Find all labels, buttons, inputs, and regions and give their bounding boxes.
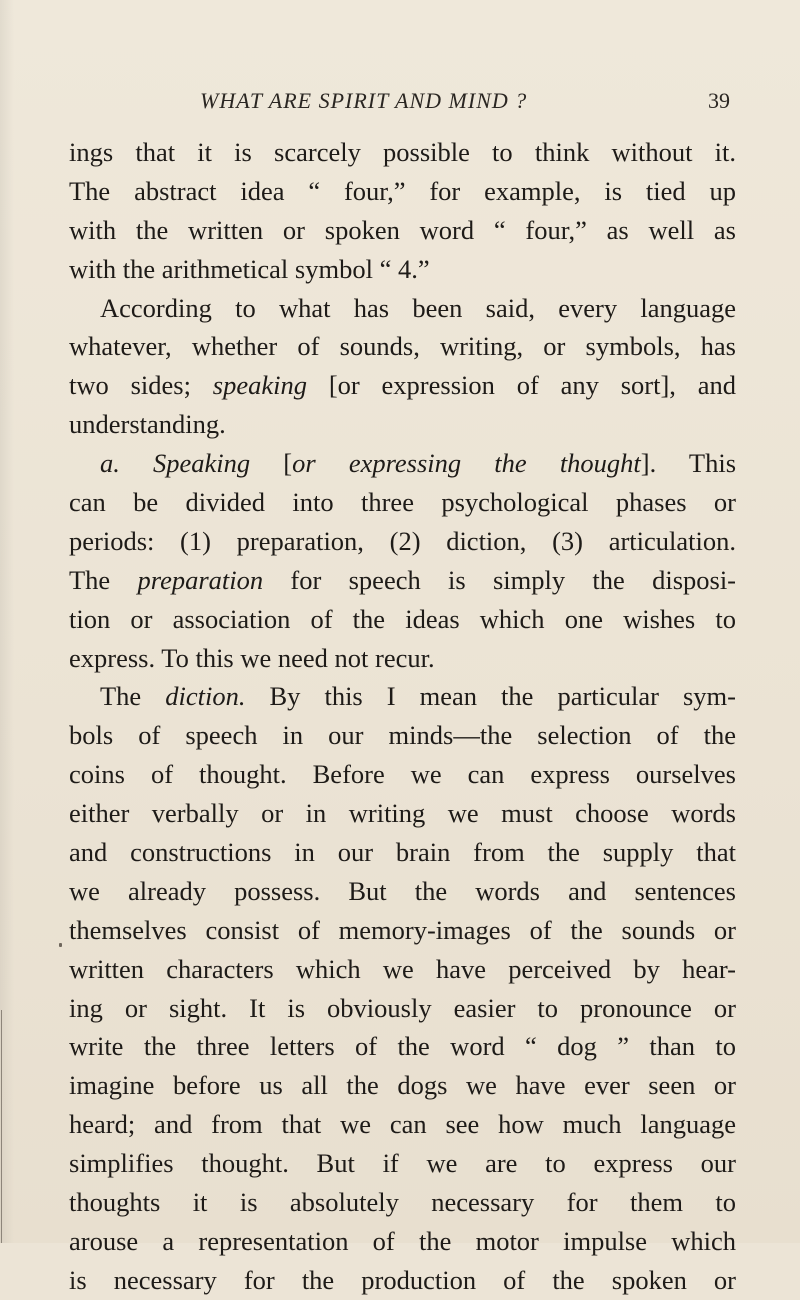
text-run: express. To this we need not recur. — [69, 642, 435, 673]
italic-text: a. — [100, 448, 120, 479]
text-line — [69, 1066, 736, 1105]
text-line — [69, 833, 736, 872]
text-run: thoughts it is absolutely necessary for them to — [69, 1187, 736, 1218]
text-line — [69, 639, 736, 678]
text-line — [69, 366, 736, 405]
text-line — [69, 133, 736, 172]
text-run: According to what has been said, every language — [100, 292, 736, 323]
text-line — [69, 561, 736, 600]
text-run: bols of speech in our minds—the selection of the — [69, 720, 736, 751]
text-line — [69, 172, 736, 211]
text-run: The — [69, 564, 138, 595]
text-line — [69, 911, 736, 950]
text-run: [ — [250, 448, 293, 479]
text-run: The abstract idea “ four,” for example, is tied up — [69, 175, 736, 206]
italic-text: or expressing the thought — [292, 448, 641, 479]
text-line — [69, 716, 736, 755]
text-run: can be divided into three psychological phases or — [69, 487, 736, 518]
page-number: 39 — [708, 88, 730, 113]
text-run: ]. This — [640, 448, 737, 479]
text-run — [120, 448, 153, 478]
text-line — [69, 327, 736, 366]
text-line — [69, 1222, 736, 1261]
text-line — [69, 405, 736, 444]
page-gutter-shadow — [0, 0, 14, 1243]
pencil-mark — [59, 943, 62, 947]
text-line — [69, 1144, 736, 1183]
text-line — [69, 794, 736, 833]
margin-rule — [1, 1010, 2, 1243]
text-run: written characters which we have perceived by hear- — [69, 953, 736, 984]
text-line — [69, 1027, 736, 1066]
text-run: with the written or spoken word “ four,” as well as — [69, 214, 736, 245]
running-title: WHAT ARE SPIRIT AND MIND ? — [200, 88, 528, 113]
text-run: ing or sight. It is obviously easier to pronounce or — [69, 992, 736, 1023]
text-line — [69, 483, 736, 522]
text-line — [69, 755, 736, 794]
text-line — [69, 250, 736, 289]
italic-text: diction. — [165, 681, 246, 712]
text-line — [69, 211, 736, 250]
text-run: we already possess. But the words and sentences — [69, 875, 736, 906]
text-run: [or expression of any sort], and — [306, 370, 736, 401]
text-run: understanding. — [69, 409, 226, 440]
text-run: themselves consist of memory-images of the sounds or — [69, 914, 736, 945]
body-text — [69, 133, 736, 1300]
text-run: imagine before us all the dogs we have ever seen or — [69, 1070, 736, 1101]
text-run: coins of thought. Before we can express ourselves — [69, 759, 736, 790]
text-run: for speech is simply the disposi- — [263, 564, 737, 595]
text-line — [69, 289, 736, 328]
text-line — [69, 444, 736, 483]
text-run: periods: (1) preparation, (2) diction, (3) articulation. — [69, 525, 736, 556]
text-run: with the arithmetical symbol “ 4.” — [69, 253, 430, 284]
text-line — [69, 872, 736, 911]
text-run: The — [100, 681, 166, 712]
text-line — [69, 1261, 736, 1300]
text-run: tion or association of the ideas which one wishes to — [69, 603, 736, 634]
text-line — [69, 600, 736, 639]
italic-text: speaking — [212, 370, 307, 401]
text-run: arouse a representation of the motor impulse which — [69, 1225, 736, 1256]
text-run: and constructions in our brain from the supply that — [69, 837, 736, 868]
text-line — [69, 989, 736, 1028]
text-run: ings that it is scarcely possible to think without it. — [69, 137, 736, 167]
text-line — [69, 1105, 736, 1144]
text-run: is necessary for the production of the spoken or — [69, 1264, 736, 1295]
text-run: By this I mean the particular sym- — [245, 681, 736, 712]
text-line — [69, 1183, 736, 1222]
italic-text: Speaking — [153, 448, 251, 479]
text-run: write the three letters of the word “ dog ” than to — [69, 1031, 736, 1062]
italic-text: preparation — [137, 564, 264, 595]
text-run: simplifies thought. But if we are to express our — [69, 1148, 736, 1179]
text-run: whatever, whether of sounds, writing, or symbols, has — [69, 331, 736, 362]
text-run: heard; and from that we can see how much language — [69, 1109, 736, 1140]
text-run: either verbally or in writing we must choose words — [69, 798, 736, 829]
text-run: two sides; — [69, 370, 213, 401]
text-line — [69, 950, 736, 989]
text-line — [69, 522, 736, 561]
text-line — [69, 677, 736, 716]
